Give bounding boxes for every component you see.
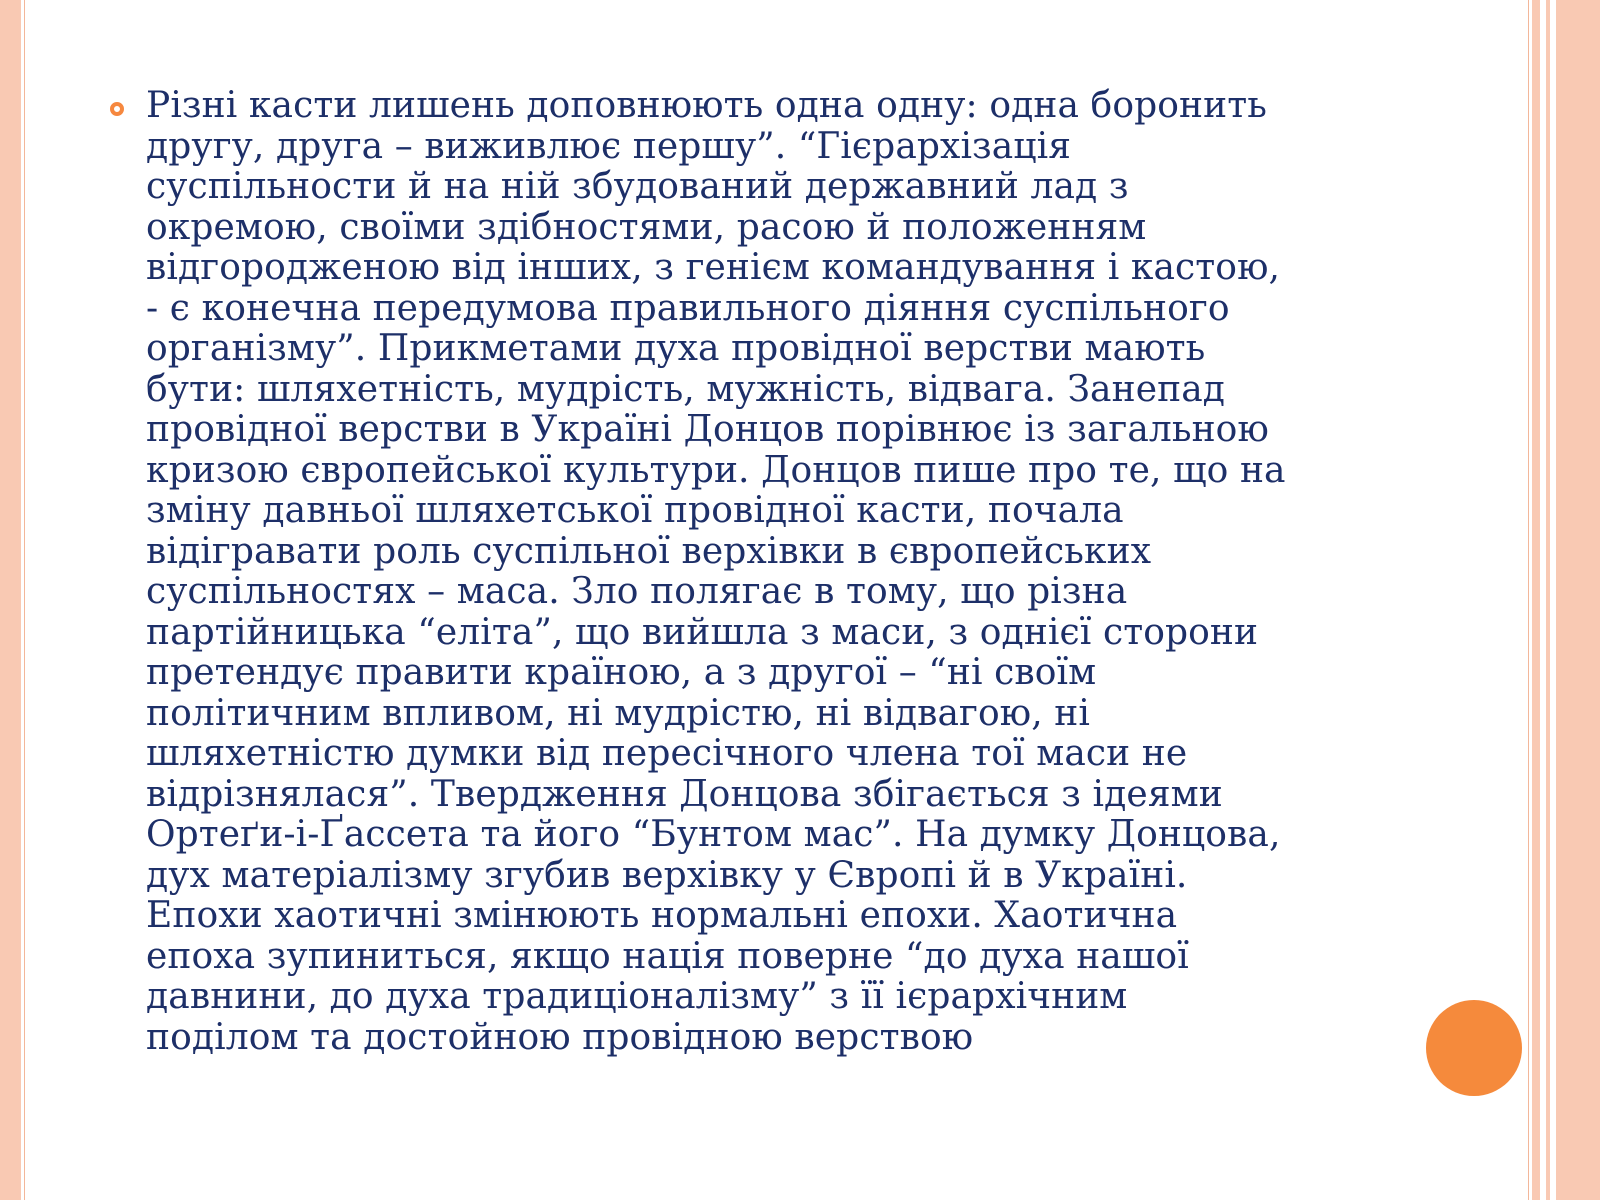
orange-circle-decoration bbox=[1426, 1000, 1522, 1096]
left-frame-bar bbox=[0, 0, 21, 1200]
bullet-item bbox=[110, 86, 1360, 1058]
right-frame-bar-2 bbox=[1546, 0, 1550, 1200]
slide-content bbox=[110, 86, 1360, 1058]
right-frame-bar-3 bbox=[1556, 0, 1600, 1200]
right-frame-bar-1 bbox=[1532, 0, 1540, 1200]
hollow-circle-bullet-icon bbox=[110, 102, 124, 116]
body-paragraph: Різні касти лишень доповнюють одна одну: одна боронить другу, друга – виживлює першу”. “Гієрархізація суспільности й на ній збудований державний лад з окремою, своїми здібностями, расою й положенням відгороджeною від інших, з генієм командування і кастою, - є конечна передумова правильного діяння суспільного організму”. Прикметами духа провідної верстви мають бути: шляхетність, мудрість, мужність, відвага. Занепад провідної верстви в Україні Донцов порівнює із загальною кризою європейської культури. Донцов пише про те, що на зміну давньої шляхетської провідної касти, почала відігравати роль суспільної верхівки в європейських суспільностях – маса. Зло полягає в тому, що різна партійницька “еліта”, що вийшла з маси, з однієї сторони претендує правити країною, а з другої – “ні своїм політичним впливом, ні мудрістю, ні відвагою, ні шляхетністю думки від пересічного члена тої маси не відрізнялася”. Твердження Донцова збігається з ідеями Ортеґи-і-Ґассета та його “Бунтом мас”. На думку Донцова, дух матеріалізму згубив верхівку у Європі й в Україні. Епохи хаотичні змінюють нормальні епохи. Хаотична епоха зупиниться, якщо нація поверне “до духа нашої давнини, до духа традиціоналізму” з її ієрархічним поділом та достойною провідною верствою bbox=[146, 85, 1286, 1058]
left-frame-rule bbox=[24, 0, 25, 1200]
right-frame-rule bbox=[1528, 0, 1529, 1200]
